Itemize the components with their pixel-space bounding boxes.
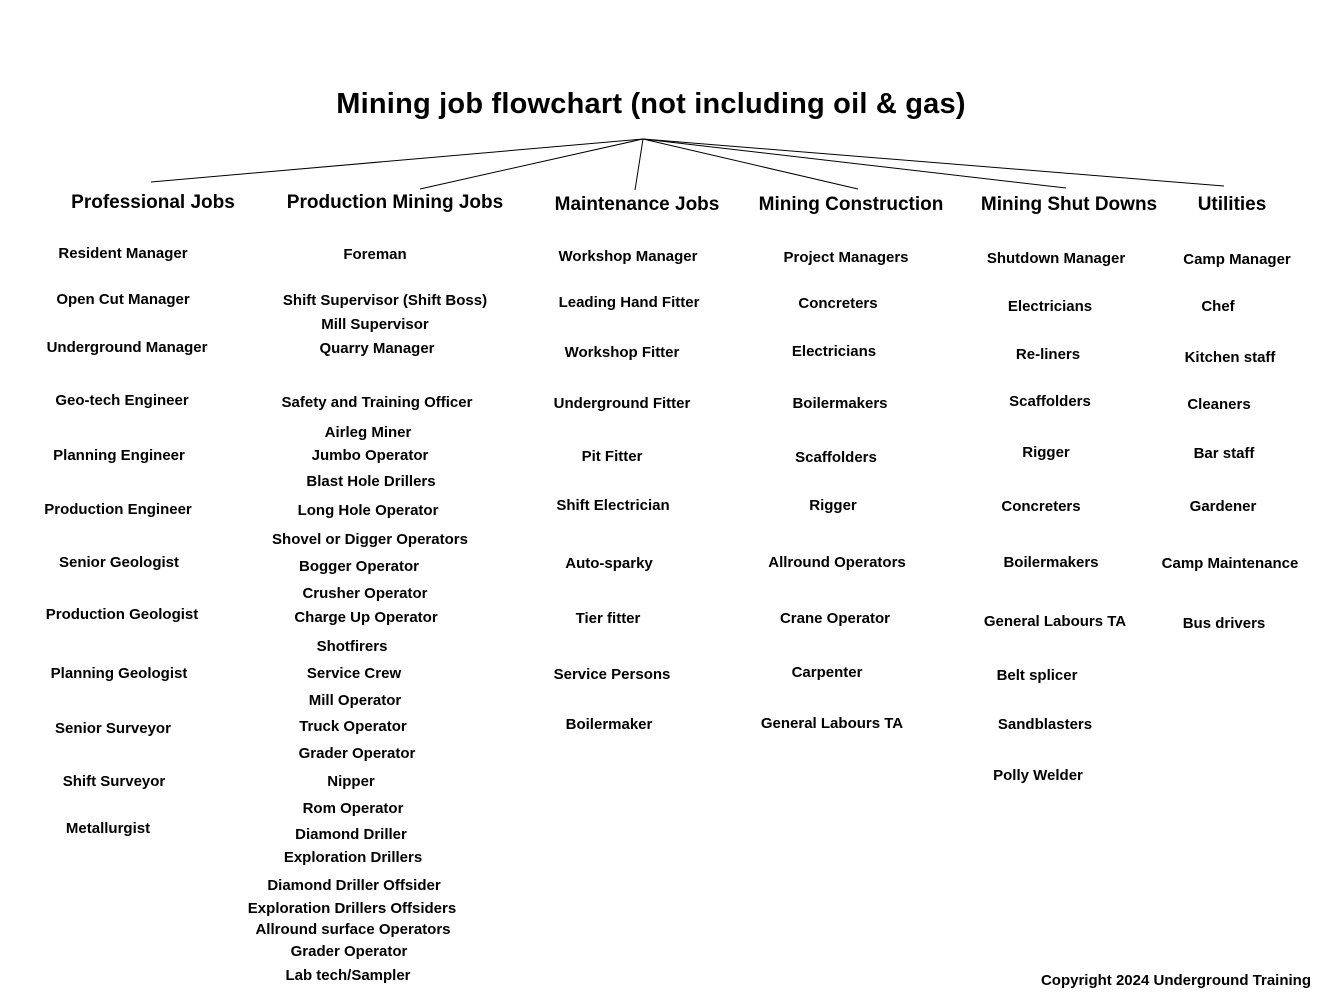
job-item: Shift Supervisor (Shift Boss) (282, 292, 488, 309)
copyright-notice: Copyright 2024 Underground Training (1040, 972, 1311, 989)
job-item: Shift Surveyor (62, 773, 166, 790)
job-item: Mill Operator (308, 692, 402, 709)
job-item: Electricians (791, 343, 877, 360)
connector-line (420, 139, 643, 189)
job-item: Scaffolders (795, 449, 877, 466)
job-item: Allround surface Operators (255, 921, 451, 938)
job-item: Quarry Manager (319, 340, 435, 357)
job-item: Workshop Fitter (564, 344, 680, 361)
job-item: Bar staff (1193, 445, 1255, 462)
job-item: Camp Maintenance (1161, 555, 1299, 572)
job-item: Senior Surveyor (55, 720, 171, 737)
job-item: Planning Geologist (50, 665, 188, 682)
job-item: Auto-sparky (565, 555, 653, 572)
job-item: Lab tech/Sampler (285, 967, 411, 984)
job-item: Jumbo Operator (311, 447, 429, 464)
job-item: Shovel or Digger Operators (272, 531, 468, 548)
job-item: Boilermakers (1003, 554, 1099, 571)
job-item: Geo-tech Engineer (55, 392, 189, 409)
job-item: Leading Hand Fitter (558, 294, 700, 311)
job-item: Crusher Operator (302, 585, 428, 602)
job-item: General Labours TA (983, 613, 1127, 630)
job-item: Grader Operator (290, 943, 408, 960)
job-item: Scaffolders (1009, 393, 1091, 410)
job-item: Concreters (798, 295, 878, 312)
job-item: Airleg Miner (324, 424, 412, 441)
job-item: Belt splicer (996, 667, 1078, 684)
category-header: Maintenance Jobs (554, 194, 720, 215)
job-item: Blast Hole Drillers (306, 473, 436, 490)
job-item: Crane Operator (779, 610, 891, 627)
job-item: Kitchen staff (1184, 349, 1276, 366)
job-item: Pit Fitter (581, 448, 643, 465)
flowchart-title: Mining job flowchart (not including oil & gas) (336, 88, 966, 120)
category-header: Mining Shut Downs (980, 194, 1158, 215)
category-header: Utilities (1197, 194, 1267, 215)
job-item: Long Hole Operator (297, 502, 439, 519)
job-item: Shutdown Manager (986, 250, 1126, 267)
job-item: Foreman (343, 246, 407, 263)
job-item: Gardener (1189, 498, 1257, 515)
category-header: Production Mining Jobs (286, 192, 504, 213)
job-item: Tier fitter (575, 610, 641, 627)
category-header: Professional Jobs (71, 192, 235, 213)
job-item: Rigger (1022, 444, 1070, 461)
job-item: Sandblasters (997, 716, 1093, 733)
job-item: Diamond Driller (295, 826, 407, 843)
job-item: Bus drivers (1182, 615, 1266, 632)
job-item: Carpenter (791, 664, 863, 681)
job-item: Boilermaker (565, 716, 653, 733)
job-item: Open Cut Manager (56, 291, 190, 308)
job-item: Polly Welder (993, 767, 1083, 784)
connector-line (643, 139, 1066, 188)
job-item: Exploration Drillers (283, 849, 423, 866)
job-item: Allround Operators (768, 554, 906, 571)
job-item: Electricians (1007, 298, 1093, 315)
job-item: Charge Up Operator (294, 609, 438, 626)
job-item: General Labours TA (760, 715, 904, 732)
job-item: Cleaners (1187, 396, 1251, 413)
job-item: Underground Manager (46, 339, 208, 356)
job-item: Shift Electrician (556, 497, 670, 514)
job-item: Camp Manager (1183, 251, 1291, 268)
job-item: Rigger (809, 497, 857, 514)
job-item: Safety and Training Officer (281, 394, 473, 411)
job-item: Rom Operator (302, 800, 404, 817)
job-item: Grader Operator (298, 745, 416, 762)
job-item: Chef (1201, 298, 1235, 315)
job-item: Concreters (1001, 498, 1081, 515)
job-item: Service Persons (553, 666, 671, 683)
job-item: Senior Geologist (58, 554, 180, 571)
job-item: Metallurgist (65, 820, 151, 837)
job-item: Service Crew (306, 665, 402, 682)
job-item: Project Managers (783, 249, 909, 266)
job-item: Underground Fitter (553, 395, 691, 412)
job-item: Mill Supervisor (321, 316, 429, 333)
connector-line (635, 139, 643, 190)
job-item: Shotfirers (316, 638, 388, 655)
job-item: Truck Operator (299, 718, 407, 735)
category-header: Mining Construction (758, 194, 944, 215)
job-item: Resident Manager (58, 245, 188, 262)
job-item: Production Geologist (45, 606, 199, 623)
job-item: Planning Engineer (53, 447, 185, 464)
connector-line (151, 139, 643, 182)
job-item: Re-liners (1015, 346, 1081, 363)
connector-line (643, 139, 1224, 186)
job-item: Boilermakers (792, 395, 888, 412)
job-item: Nipper (327, 773, 375, 790)
job-item: Production Engineer (44, 501, 192, 518)
connector-line (643, 139, 858, 189)
job-item: Bogger Operator (298, 558, 420, 575)
job-item: Workshop Manager (558, 248, 698, 265)
job-item: Exploration Drillers Offsiders (247, 900, 457, 917)
job-item: Diamond Driller Offsider (267, 877, 441, 894)
